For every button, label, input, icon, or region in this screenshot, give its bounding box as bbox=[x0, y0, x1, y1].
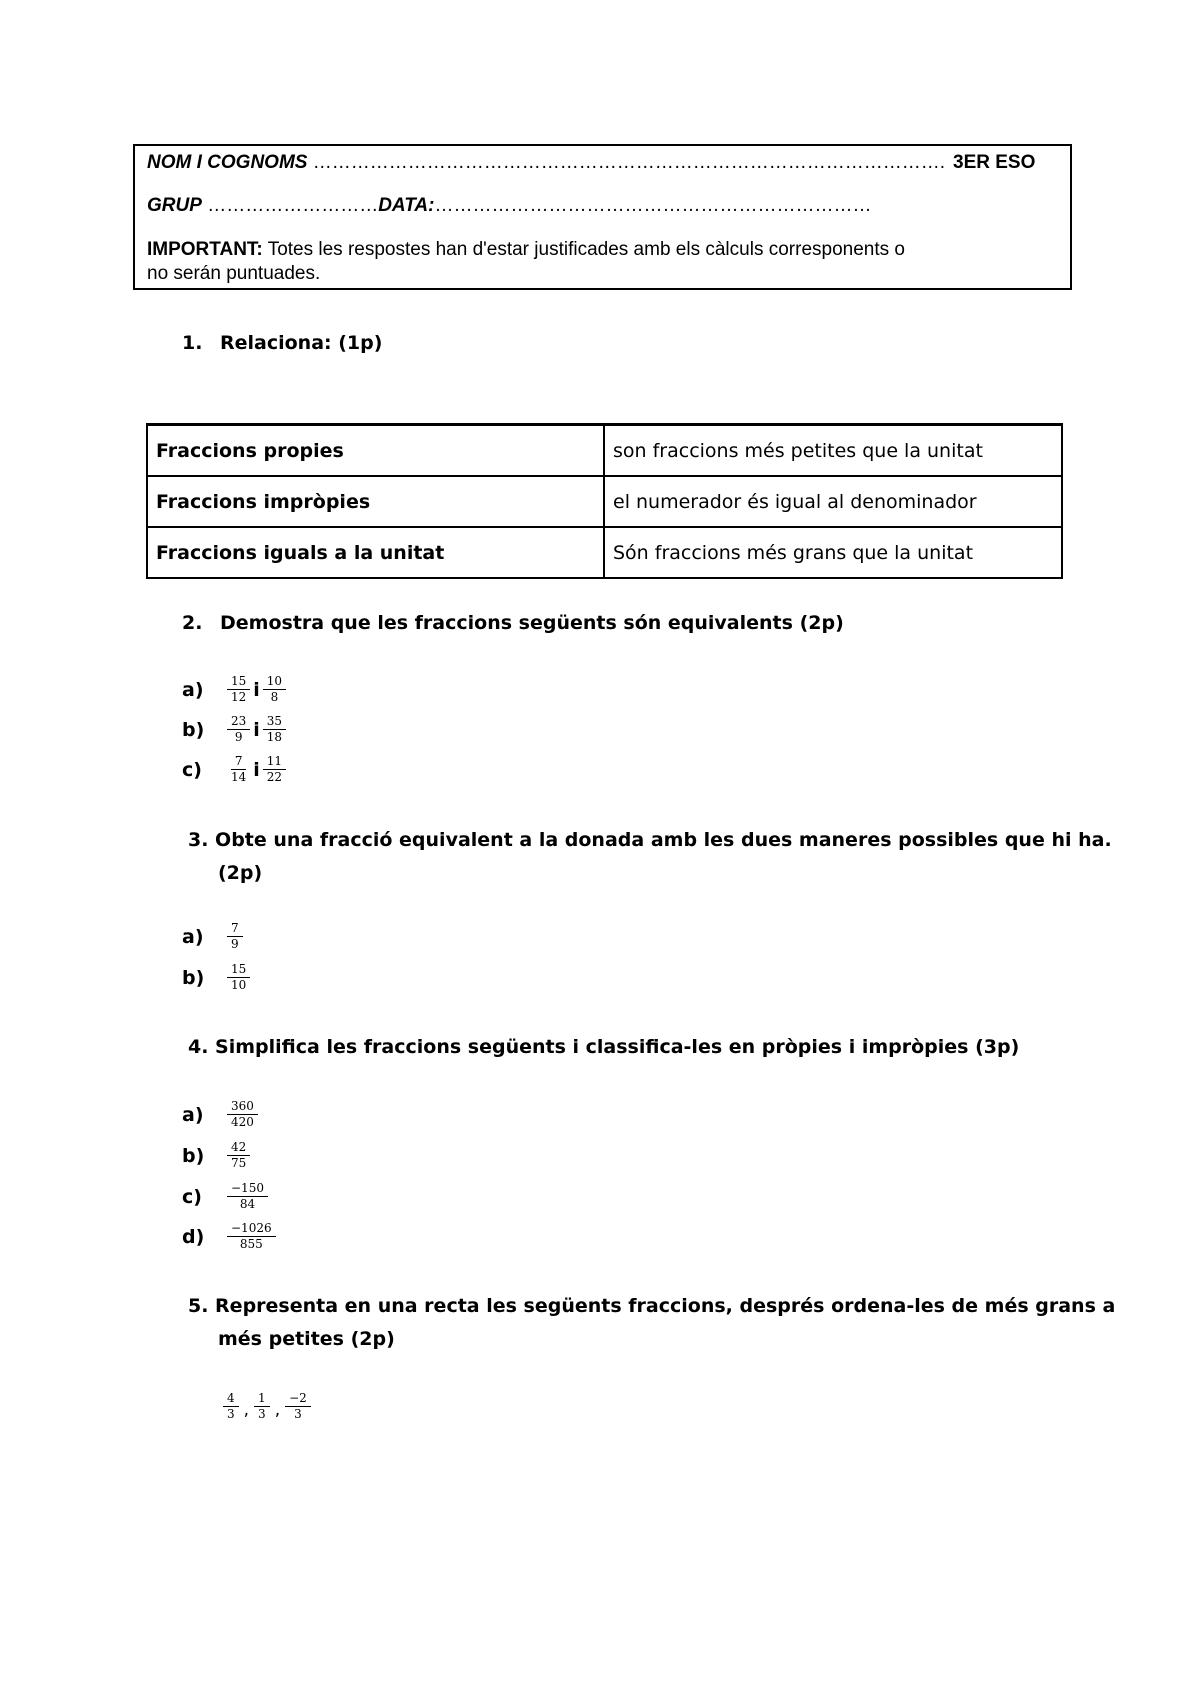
q4-item-c bbox=[182, 1181, 271, 1212]
q2-item-c bbox=[182, 754, 289, 785]
table-row bbox=[147, 527, 1062, 578]
numerator: 1 bbox=[254, 1391, 270, 1407]
name-dots: ………………………………………………………………………………………. bbox=[312, 152, 946, 173]
q4-item-a bbox=[182, 1099, 261, 1130]
q5-heading-line-2: més petites (2p) bbox=[218, 1328, 395, 1350]
table-cell: Fraccions impròpies bbox=[147, 476, 604, 527]
table-cell: Fraccions propies bbox=[147, 425, 604, 477]
numerator: 15 bbox=[227, 674, 250, 690]
q3-heading-line-2: (2p) bbox=[218, 862, 263, 884]
denominator: 3 bbox=[258, 1407, 266, 1421]
denominator: 18 bbox=[266, 730, 283, 744]
numerator: 7 bbox=[231, 754, 247, 770]
numerator: 15 bbox=[227, 962, 250, 978]
fraction bbox=[227, 674, 250, 705]
q5-heading-line-1: 5. Representa en una recta les següents fraccions, després ordena-les de més grans a bbox=[188, 1295, 1116, 1317]
name-label: NOM I COGNOMS bbox=[147, 152, 308, 173]
denominator: 12 bbox=[231, 690, 247, 704]
q2-item-a bbox=[182, 674, 289, 705]
q5-fractions bbox=[220, 1391, 314, 1422]
q3-item-b bbox=[182, 962, 253, 993]
student-info-box bbox=[133, 144, 1072, 290]
numerator: 10 bbox=[263, 674, 286, 690]
numerator: 7 bbox=[227, 921, 243, 937]
fraction bbox=[263, 754, 286, 785]
item-label: b) bbox=[182, 718, 205, 741]
denominator: 855 bbox=[239, 1237, 263, 1251]
item-label: b) bbox=[182, 1144, 205, 1167]
fraction bbox=[263, 674, 286, 705]
fraction bbox=[285, 1391, 311, 1422]
important-text-1: Totes les respostes han d'estar justificades amb els càlculs corresponents o bbox=[267, 239, 905, 260]
q4-heading: 4. Simplifica les fraccions següents i classifica-les en pròpies i impròpies (3p) bbox=[188, 1036, 1020, 1058]
table-cell: el numerador és igual al denominador bbox=[604, 476, 1062, 527]
denominator: 9 bbox=[231, 937, 239, 951]
q2-heading bbox=[182, 612, 844, 634]
denominator: 420 bbox=[231, 1115, 254, 1129]
numerator: 23 bbox=[227, 714, 250, 730]
fraction bbox=[227, 754, 250, 785]
name-line bbox=[147, 152, 945, 174]
item-label: c) bbox=[182, 758, 202, 781]
item-label: a) bbox=[182, 678, 204, 701]
q2-title: Demostra que les fraccions següents són equivalents (2p) bbox=[220, 612, 844, 634]
numerator: −2 bbox=[285, 1391, 311, 1407]
table-cell: Són fraccions més grans que la unitat bbox=[604, 527, 1062, 578]
item-label: a) bbox=[182, 1103, 204, 1126]
connector: i bbox=[253, 678, 260, 701]
fraction bbox=[227, 1099, 258, 1130]
q3-heading-line-1: 3. Obte una fracció equivalent a la donada amb les dues maneres possibles que hi ha. bbox=[188, 829, 1112, 851]
fraction bbox=[227, 714, 250, 745]
course-label: 3ER ESO bbox=[953, 152, 1036, 173]
denominator: 8 bbox=[270, 690, 279, 704]
denominator: 22 bbox=[266, 770, 283, 784]
q3-item-a bbox=[182, 921, 246, 952]
numerator: 4 bbox=[223, 1391, 239, 1407]
fraction bbox=[227, 1140, 250, 1171]
denominator: 3 bbox=[294, 1407, 302, 1421]
denominator: 10 bbox=[231, 978, 247, 992]
table-row bbox=[147, 476, 1062, 527]
fraction bbox=[227, 962, 250, 993]
table-row bbox=[147, 425, 1062, 477]
numerator: −150 bbox=[227, 1181, 268, 1197]
important-line-1 bbox=[147, 239, 905, 261]
item-label: a) bbox=[182, 925, 204, 948]
date-dots: …………………………………………………………… bbox=[434, 195, 872, 216]
q2-item-b bbox=[182, 714, 289, 745]
denominator: 84 bbox=[239, 1197, 256, 1211]
item-label: b) bbox=[182, 966, 205, 989]
table-cell: son fraccions més petites que la unitat bbox=[604, 425, 1062, 477]
q4-item-d bbox=[182, 1221, 279, 1252]
table-cell: Fraccions iguals a la unitat bbox=[147, 527, 604, 578]
denominator: 14 bbox=[231, 770, 247, 784]
denominator: 9 bbox=[234, 730, 243, 744]
match-table bbox=[146, 423, 1063, 579]
q1-number: 1. bbox=[182, 332, 203, 354]
group-date-line bbox=[147, 195, 871, 217]
important-line-2: no serán puntuades. bbox=[147, 263, 321, 284]
numerator: 11 bbox=[263, 754, 286, 770]
numerator: −1026 bbox=[227, 1221, 276, 1237]
q1-title: Relaciona: (1p) bbox=[220, 332, 383, 354]
connector: i bbox=[253, 718, 260, 741]
fraction bbox=[254, 1391, 270, 1422]
separator: , bbox=[243, 1399, 250, 1420]
q4-item-b bbox=[182, 1140, 253, 1171]
item-label: d) bbox=[182, 1225, 205, 1248]
denominator: 3 bbox=[227, 1407, 235, 1421]
numerator: 360 bbox=[227, 1099, 258, 1115]
fraction bbox=[227, 921, 243, 952]
connector: i bbox=[253, 758, 260, 781]
fraction bbox=[227, 1181, 268, 1212]
group-dots: ……………………… bbox=[207, 195, 379, 216]
fraction bbox=[263, 714, 286, 745]
fraction bbox=[227, 1221, 276, 1252]
q1-heading bbox=[182, 332, 382, 354]
numerator: 42 bbox=[227, 1140, 250, 1156]
separator: , bbox=[274, 1399, 281, 1420]
fraction bbox=[223, 1391, 239, 1422]
numerator: 35 bbox=[263, 714, 286, 730]
date-label: DATA: bbox=[378, 195, 435, 216]
denominator: 75 bbox=[231, 1156, 247, 1170]
item-label: c) bbox=[182, 1185, 202, 1208]
q2-number: 2. bbox=[182, 612, 203, 634]
important-label: IMPORTANT: bbox=[147, 239, 263, 260]
group-label: GRUP bbox=[147, 195, 202, 216]
